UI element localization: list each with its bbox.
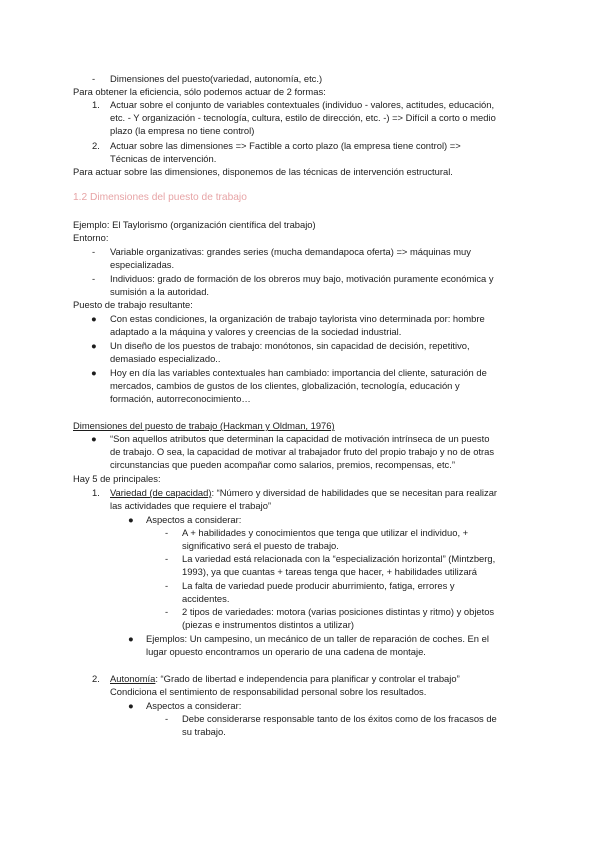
environment-item-2-line-2: sumisión a la autoridad.: [110, 286, 210, 297]
form-2-line-2: Técnicas de intervención.: [110, 153, 217, 164]
bullet-marker: ●: [91, 433, 97, 444]
result-item-1-line-2: adaptado a la máquina y valores y creencias de la sociedad industrial.: [110, 326, 402, 337]
dims-list-item: Dimensiones del puesto(variedad, autonomía, etc.): [110, 73, 323, 84]
variety-examples-line-2: lugar opuesto encontramos un operario de una cadena de montaje.: [146, 646, 426, 657]
variety-aspect-4-line-2: (piezas e instrumentos distintos a utilizar): [182, 619, 354, 630]
result-item-3-line-2: mercados, cambios de gustos de los clientes, globalización, tecnología, educación y: [110, 380, 460, 391]
bullet-marker: ●: [91, 340, 97, 351]
form-1-line-2: etc. - Y organización - tecnología, cultura, estilo de dirección, etc. -) => Difícil a corto o medio: [110, 112, 496, 123]
dimensions-heading: Dimensiones del puesto de trabajo (Hackman y Oldman, 1976): [73, 420, 335, 431]
list-number: 1.: [92, 99, 100, 110]
variety-aspect-3-line-1: La falta de variedad puede producir aburrimiento, fatiga, errores y: [182, 580, 455, 591]
dash-marker: -: [92, 273, 96, 284]
result-item-1-line-1: Con estas condiciones, la organización de trabajo taylorista vino determinada por: hombre: [110, 313, 485, 324]
bullet-marker: ●: [128, 514, 134, 525]
example-title: Ejemplo: El Taylorismo (organización científica del trabajo): [73, 219, 316, 230]
environment-item-1-line-1: Variable organizativas: grandes series (mucha demandapoca oferta) => máquinas muy: [110, 246, 471, 257]
bullet-marker: ●: [128, 633, 134, 644]
environment-item-1-line-2: especializadas.: [110, 259, 175, 270]
result-label: Puesto de trabajo resultante:: [73, 299, 193, 310]
result-item-2-line-1: Un diseño de los puestos de trabajo: monótonos, sin capacidad de decisión, repetitivo,: [110, 340, 470, 351]
autonomy-aspects-label: Aspectos a considerar:: [146, 700, 242, 711]
variety-aspect-2-line-2: 1993), ya que cuantas + tareas tenga que hacer, + habilidades utilizará: [182, 566, 477, 577]
section-heading: 1.2 Dimensiones del puesto de trabajo: [73, 192, 247, 203]
variety-aspect-3-line-2: accidentes.: [182, 593, 230, 604]
variety-aspect-1-line-1: A + habilidades y conocimientos que tenga que utilizar el individuo, +: [182, 527, 469, 538]
autonomy-definition-line-1: [110, 672, 460, 685]
result-item-3-line-3: formación, autorreconocimiento…: [110, 393, 251, 404]
definition-line-2: de trabajo. O sea, la capacidad de motivar al trabajador fruto del propio trabajo y no de otras: [110, 446, 495, 457]
intro-conclusion: Para actuar sobre las dimensiones, disponemos de las técnicas de intervención estructural.: [73, 166, 453, 177]
result-item-2-line-2: demasiado especializado..: [110, 353, 221, 364]
dash-marker: -: [165, 580, 169, 591]
form-1-line-1: Actuar sobre el conjunto de variables contextuales (individuo - valores, actitudes, educación,: [110, 99, 495, 110]
definition-line-3: circunstancias que pueden acompañar como salarios, premios, recompensas, etc.”: [110, 459, 455, 470]
dash-marker: -: [165, 527, 169, 538]
variety-examples-line-1: Ejemplos: Un campesino, un mecánico de un taller de reparación de coches. En el: [146, 633, 489, 644]
dash-marker: -: [165, 713, 169, 724]
variety-aspect-1-line-2: significativo será el puesto de trabajo.: [182, 540, 339, 551]
autonomy-aspect-1-line-2: su trabajo.: [182, 726, 226, 737]
dash-marker: -: [92, 73, 96, 84]
variety-aspects-label: Aspectos a considerar:: [146, 514, 242, 525]
dash-marker: -: [165, 606, 169, 617]
autonomy-definition-line-2: Condiciona el sentimiento de responsabilidad personal sobre los resultados.: [110, 686, 427, 697]
definition-line-1: “Son aquellos atributos que determinan la capacidad de motivación intrínseca de un puesto: [110, 433, 490, 444]
variety-aspect-2-line-1: La variedad está relacionada con la “especialización horizontal” (Mintzberg,: [182, 553, 496, 564]
variety-term: Variedad (de capacidad): [110, 487, 212, 498]
list-number: 2.: [92, 673, 100, 684]
bullet-marker: ●: [128, 700, 134, 711]
variety-definition-line-1: [110, 486, 497, 499]
dash-marker: -: [165, 553, 169, 564]
dash-marker: -: [92, 246, 96, 257]
environment-item-2-line-1: Individuos: grado de formación de los obreros muy bajo, motivación puramente económica y: [110, 273, 494, 284]
count-line: Hay 5 de principales:: [73, 473, 161, 484]
result-item-3-line-1: Hoy en día las variables contextuales han cambiado: importancia del cliente, saturación de: [110, 367, 487, 378]
autonomy-definition-text: : “Grado de libertad e independencia para planificar y controlar el trabajo”: [155, 673, 460, 684]
autonomy-term: Autonomía: [110, 673, 156, 684]
bullet-marker: ●: [91, 367, 97, 378]
bullet-marker: ●: [91, 313, 97, 324]
environment-label: Entorno:: [73, 232, 109, 243]
form-1-line-3: plazo (la empresa no tiene control): [110, 125, 255, 136]
list-number: 1.: [92, 487, 100, 498]
autonomy-aspect-1-line-1: Debe considerarse responsable tanto de los éxitos como de los fracasos de: [182, 713, 497, 724]
variety-definition-text: : “Número y diversidad de habilidades que se necesitan para realizar: [211, 487, 498, 498]
variety-definition-line-2: las actividades que requiere el trabajo”: [110, 500, 272, 511]
variety-aspect-4-line-1: 2 tipos de variedades: motora (varias posiciones distintas y ritmo) y objetos: [182, 606, 495, 617]
form-2-line-1: Actuar sobre las dimensiones => Factible a corto plazo (la empresa tiene control) =>: [110, 140, 461, 151]
efficiency-line: Para obtener la eficiencia, sólo podemos actuar de 2 formas:: [73, 86, 326, 97]
list-number: 2.: [92, 140, 100, 151]
